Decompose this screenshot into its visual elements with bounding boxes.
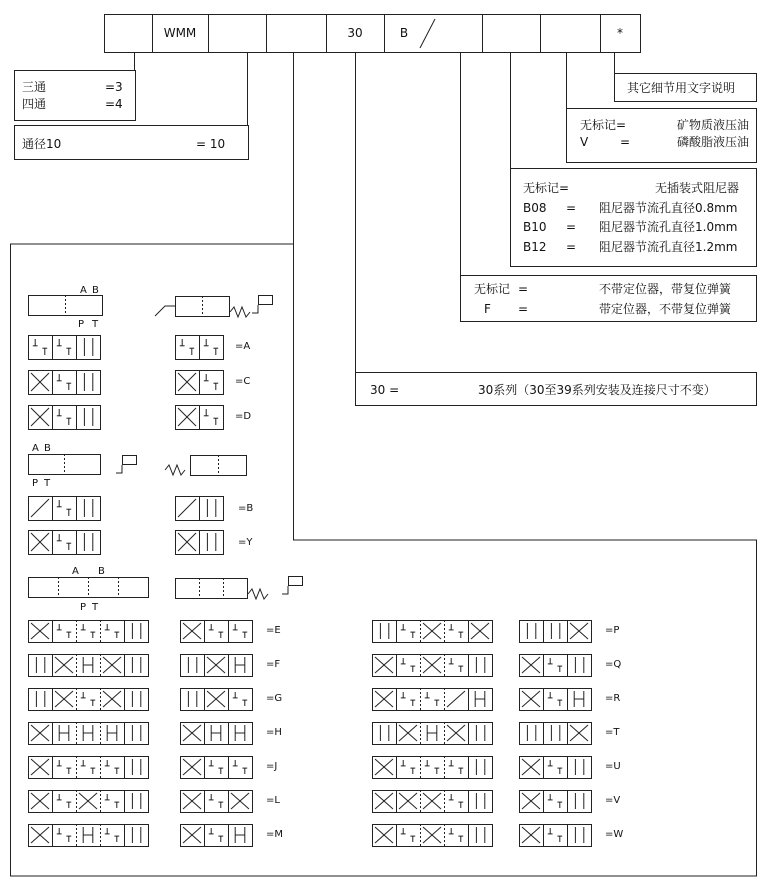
coil-2 [123,456,137,465]
port-t-label: T [92,319,99,330]
ways-three-value: =3 [105,80,123,94]
port-a-label: A [80,285,87,296]
port-p-label-2: P [32,478,39,489]
detent-row2-eq: = [518,302,529,316]
spring-2 [165,465,185,475]
size-value: = 10 [196,137,226,151]
spool-d-label: =D [235,411,252,422]
ways-four-value: =4 [105,97,123,111]
damper-row1-value: 无插装式阻尼器 [655,181,740,195]
spool-j-full [29,757,149,779]
port-b-label-3: B [98,566,105,577]
spool-m-label: =M [266,829,284,840]
detent-row2-value: 带定位器，不带复位弹簧 [599,302,732,316]
spool-p-label: =P [605,625,620,636]
damper-row3-value: 阻尼器节流孔直径1.0mm [599,220,738,234]
damper-row4-value: 阻尼器节流孔直径1.2mm [599,240,738,254]
spool-e-label: =E [266,625,281,636]
ways-box [15,71,136,121]
spool-e-full [29,621,149,643]
port-p-label: P [78,319,85,330]
code-cell-asterisk: * [617,26,623,40]
spring-1 [230,307,250,317]
detent-row1-key: 无标记 [474,282,511,296]
spool-w-label: =W [605,829,624,840]
ways-four-label: 四通 [22,97,47,111]
detent-row2-key: F [484,302,491,316]
spool-c-label: =C [235,376,251,387]
spring-3 [248,589,268,599]
spool-u-full [373,757,493,779]
spool-h-label: =H [266,727,282,738]
fluid-row2-value: 磷酸脂液压油 [677,135,750,149]
coil-3 [289,577,303,586]
code-cell-series-number: 30 [347,26,363,40]
code-cell-b: B [399,26,409,40]
fluid-row1-value: 矿物质液压油 [677,118,750,132]
port-t-label-3: T [92,602,99,613]
spool-v-label: =V [605,795,621,806]
spool-f-label: =F [266,659,281,670]
damper-row2-eq: = [566,201,577,215]
fluid-row1-key: 无标记= [580,118,627,132]
spool-q-label: =Q [605,659,622,670]
fluid-row2-eq: = [620,135,631,149]
spool-a-full [29,336,101,360]
port-a-label-3: A [72,566,79,577]
spool-r-full [373,689,493,711]
damper-row1-key: 无标记= [523,181,570,195]
port-p-label-3: P [80,602,87,613]
damper-row3-eq: = [566,220,577,234]
spool-a-label: =A [235,341,251,352]
damper-row4-key: B12 [523,240,547,254]
size-label: 通径10 [22,137,62,151]
spool-p-short [520,621,592,643]
spool-y-label: =Y [238,537,253,548]
coil-1 [259,296,273,305]
damper-row2-key: B08 [523,201,547,215]
damper-row3-key: B10 [523,220,547,234]
ways-three-label: 三通 [22,80,47,94]
spool-b-label: =B [238,503,254,514]
port-b-label: B [92,285,99,296]
spool-j-label: =J [266,761,278,772]
series-value: 30系列（30至39系列安装及连接尺寸不变） [478,383,716,397]
detent-row1-value: 不带定位器，带复位弹簧 [599,282,732,296]
other-note-text: 其它细节用文字说明 [627,81,736,95]
spool-g-label: =G [266,693,283,704]
valve-solenoid-symbol-3 [176,579,248,599]
port-t-label-2: T [44,478,51,489]
damper-row2-value: 阻尼器节流孔直径0.8mm [599,201,738,215]
spool-g-full [29,689,149,711]
port-b-label-2: B [44,443,51,454]
spool-t-short [520,723,592,745]
spool-t-label: =T [605,727,620,738]
port-a-label-2: A [32,443,39,454]
series-key: 30 = [370,383,400,397]
fluid-row2-key: V [580,135,589,149]
detent-lever-1 [155,306,175,316]
damper-row4-eq: = [566,240,577,254]
spool-u-label: =U [605,761,621,772]
code-cell-series-name: WMM [163,26,197,40]
spool-l-label: =L [266,795,280,806]
spool-r-label: =R [605,693,621,704]
detent-row1-eq: = [518,282,529,296]
